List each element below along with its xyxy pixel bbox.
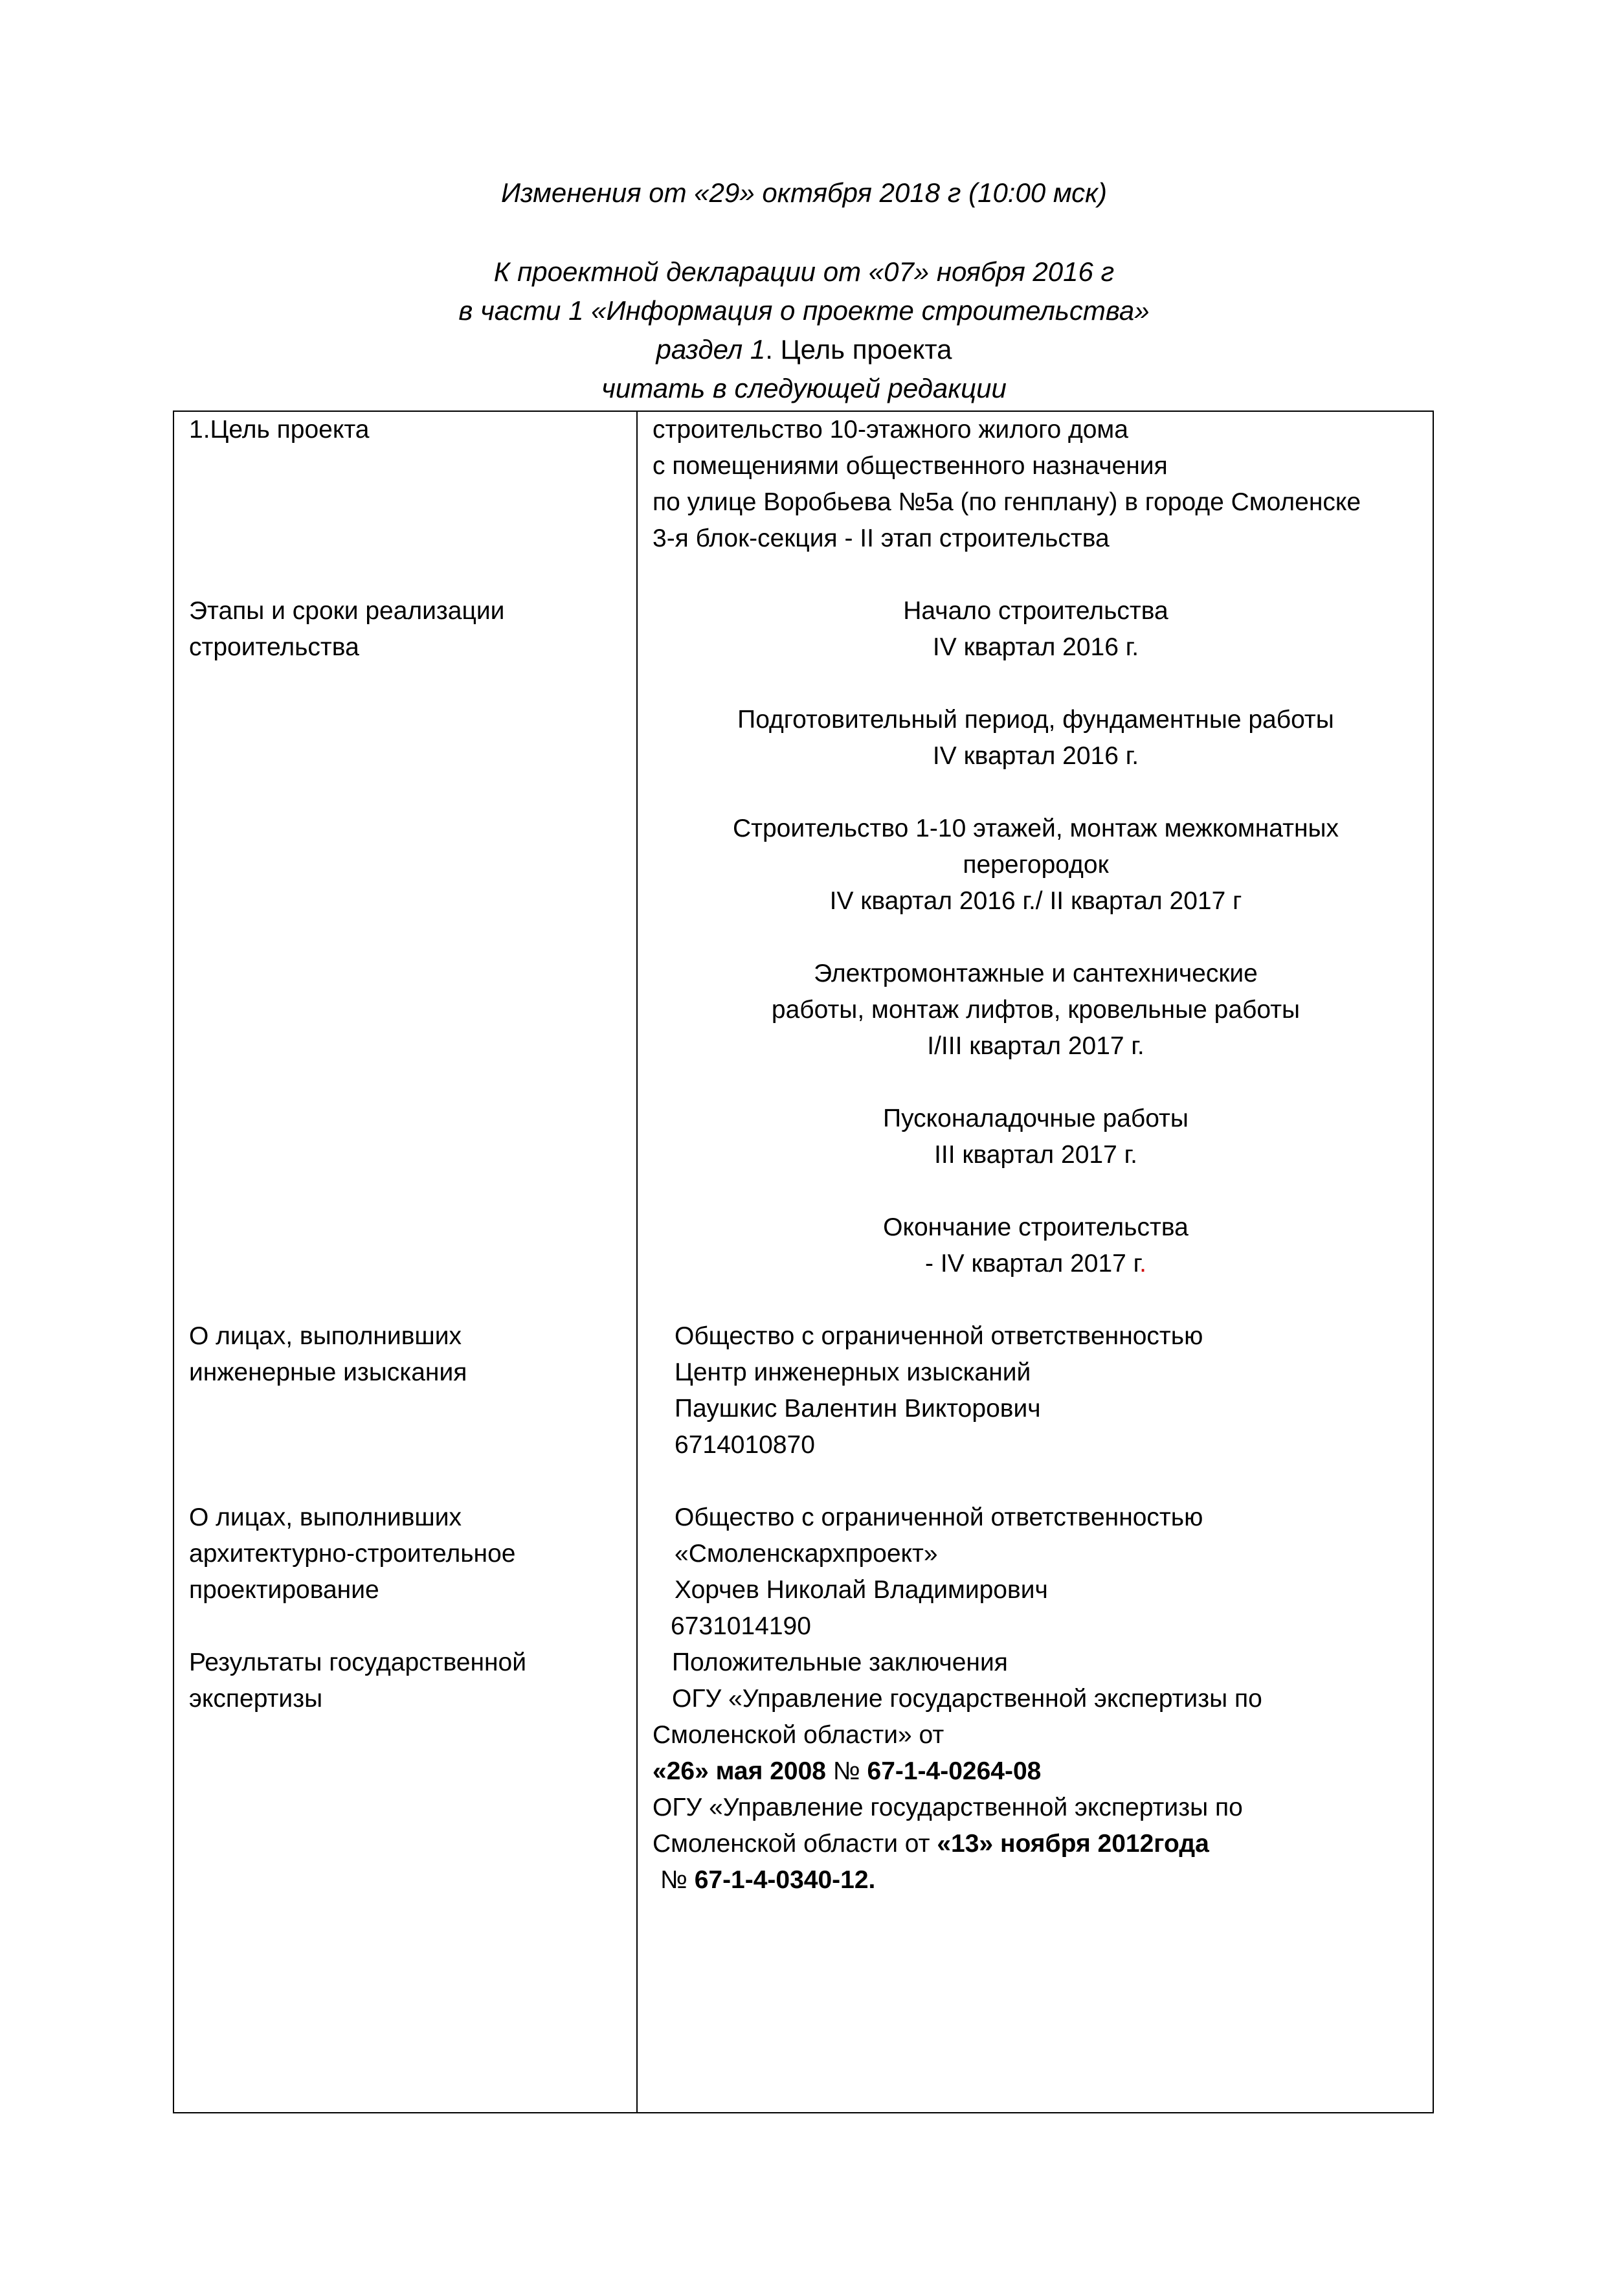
stages-label: Этапы и сроки реализации [189, 597, 505, 625]
expertise-conclusion-2012-number: № 67-1-4-0340-12. [660, 1866, 876, 1894]
stage-floors-period: IV квартал 2016 г./ II квартал 2017 г [829, 887, 1242, 915]
stage-prep-period: IV квартал 2016 г. [932, 742, 1139, 770]
stage-elec-title: Электромонтажные и сантехнические [814, 960, 1258, 987]
declaration-reference-line: К проектной декларации от «07» ноября 2016 г [493, 256, 1115, 287]
surveys-label: инженерные изыскания [189, 1358, 467, 1386]
goal-label: 1.Цель проекта [189, 416, 370, 444]
goal-line: с помещениями общественного назначения [653, 452, 1168, 480]
expertise-line: ОГУ «Управление государственной экспертизы по [653, 1794, 1243, 1821]
stage-end-period: - IV квартал 2017 г. [925, 1250, 1146, 1277]
design-line: 6731014190 [671, 1612, 811, 1640]
stage-commissioning-period: III квартал 2017 г. [934, 1141, 1137, 1169]
edition-note-line: читать в следующей редакции [601, 373, 1007, 403]
expertise-line: ОГУ «Управление государственной экспертизы по [672, 1685, 1262, 1713]
surveys-label: О лицах, выполнивших [189, 1322, 462, 1350]
stage-floors-title: Строительство 1-10 этажей, монтаж межкомнатных [732, 815, 1339, 842]
part-reference-line: в части 1 «Информация о проекте строительства» [458, 295, 1150, 326]
design-line: Хорчев Николай Владимирович [675, 1576, 1048, 1604]
stage-elec-period: I/III квартал 2017 г. [927, 1032, 1145, 1060]
section-reference-line [0, 332, 1608, 368]
design-label: О лицах, выполнивших [189, 1503, 462, 1531]
expertise-line: Положительные заключения [672, 1649, 1008, 1676]
stage-end-title: Окончание строительства [883, 1213, 1189, 1241]
design-line: «Смоленскархпроект» [675, 1540, 938, 1568]
surveys-line: Центр инженерных изысканий [675, 1358, 1031, 1386]
stage-start-period: IV квартал 2016 г. [932, 633, 1139, 661]
stage-commissioning-title: Пусконаладочные работы [883, 1105, 1189, 1132]
design-label: проектирование [189, 1576, 379, 1604]
design-line: Общество с ограниченной ответственностью [675, 1503, 1203, 1531]
stage-prep-title: Подготовительный период, фундаментные работы [737, 706, 1334, 734]
stages-label: строительства [189, 633, 359, 661]
expertise-conclusion-2008: «26» мая 2008 № 67-1-4-0264-08 [653, 1757, 1042, 1785]
expertise-line: Смоленской области» от [653, 1721, 944, 1749]
goal-line: строительство 10-этажного жилого дома [653, 416, 1128, 444]
expertise-conclusion-2012-date: Смоленской области от «13» ноября 2012года [653, 1830, 1209, 1858]
stage-elec-title: работы, монтаж лифтов, кровельные работы [771, 996, 1301, 1024]
surveys-line: Паушкис Валентин Викторович [675, 1395, 1041, 1423]
stage-start-title: Начало строительства [903, 597, 1168, 625]
changes-date-line: Изменения от «29» октября 2018 г (10:00 мск) [500, 177, 1108, 208]
goal-line: 3-я блок-секция - II этап строительства [653, 524, 1110, 552]
stage-floors-title: перегородок [963, 851, 1109, 879]
expertise-label: экспертизы [189, 1685, 323, 1713]
surveys-line: Общество с ограниченной ответственностью [675, 1322, 1203, 1350]
expertise-label: Результаты государственной [189, 1649, 527, 1676]
section-title: . Цель проекта [765, 334, 952, 365]
section-number: раздел 1 [656, 334, 766, 365]
design-label: архитектурно-строительное [189, 1540, 516, 1568]
goal-line: по улице Воробьева №5а (по генплану) в городе Смоленске [653, 488, 1361, 516]
surveys-line: 6714010870 [675, 1431, 815, 1459]
